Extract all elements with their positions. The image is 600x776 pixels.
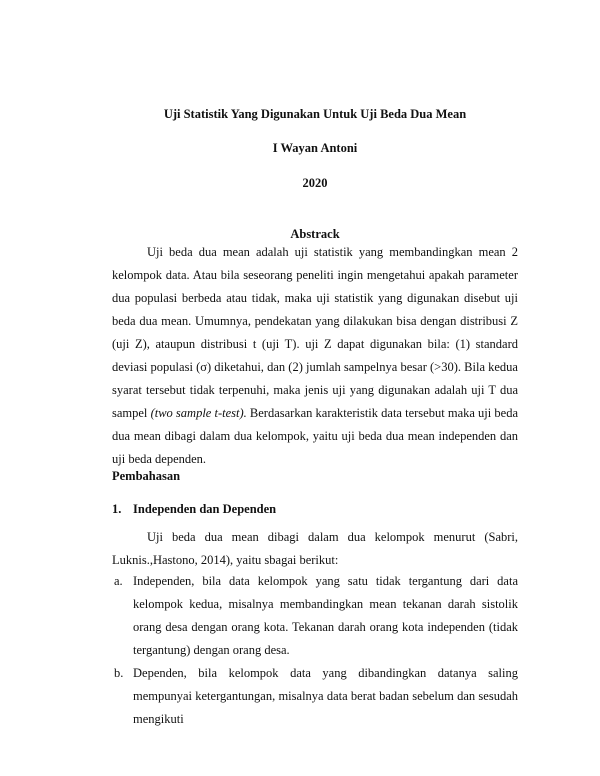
subsection-title: Independen dan Dependen bbox=[133, 502, 277, 516]
list-item bbox=[112, 570, 518, 662]
publication-year: 2020 bbox=[302, 176, 328, 190]
abstract-paragraph bbox=[112, 241, 518, 471]
subsection-number: 1. bbox=[112, 502, 122, 516]
list-item-text: Independen, bila data kelompok yang satu tidak tergantung dari data kelompok kedua, misalnya membandingkan mean tekanan darah sistolik orang desa dengan orang kota. Tekanan darah orang kota independen (tidak tergantung) dengan orang desa. bbox=[133, 574, 518, 657]
list-item-text: Dependen, bila kelompok data yang dibandingkan datanya saling mempunyai ketergantungan, misalnya data berat badan sebelum dan sesudah mengikuti bbox=[133, 666, 518, 726]
definition-list bbox=[112, 570, 518, 731]
list-item bbox=[112, 662, 518, 731]
section-heading: Pembahasan bbox=[112, 469, 181, 483]
author-name: I Wayan Antoni bbox=[272, 141, 358, 155]
abstract-text-end: Berdasarkan karakteristik data tersebut maka uji beda dua mean dibagi dalam dua kelompok, yaitu uji beda dua mean independen dan uji beda dependen. bbox=[112, 406, 518, 466]
list-marker: a. bbox=[114, 574, 123, 588]
subsection-intro: Uji beda dua mean dibagi dalam dua kelompok menurut (Sabri, Luknis.,Hastono, 2014), yaitu sbagai berikut: bbox=[112, 530, 518, 567]
subsection-heading bbox=[112, 502, 276, 517]
abstract-text-italic: (two sample t-test). bbox=[150, 406, 247, 420]
list-marker: b. bbox=[114, 666, 124, 680]
abstract-heading: Abstrack bbox=[290, 227, 340, 241]
document-title: Uji Statistik Yang Digunakan Untuk Uji Beda Dua Mean bbox=[163, 107, 467, 121]
abstract-text-main: Uji beda dua mean adalah uji statistik yang membandingkan mean 2 kelompok data. Atau bila seseorang peneliti ingin mengetahui apakah parameter dua populasi berbeda atau tidak, maka uji statistik yang digunakan disebut uji beda dua mean. Umumnya, pendekatan yang dilakukan bisa dengan distribusi Z (uji Z), ataupun distribusi t (uji T). uji Z dapat digunakan bila: (1) standard deviasi populasi (σ) diketahui, dan (2) jumlah sampelnya besar (>30). Bila kedua syarat tersebut tidak terpenuhi, maka jenis uji yang digunakan adalah uji T dua sampel bbox=[112, 245, 518, 420]
